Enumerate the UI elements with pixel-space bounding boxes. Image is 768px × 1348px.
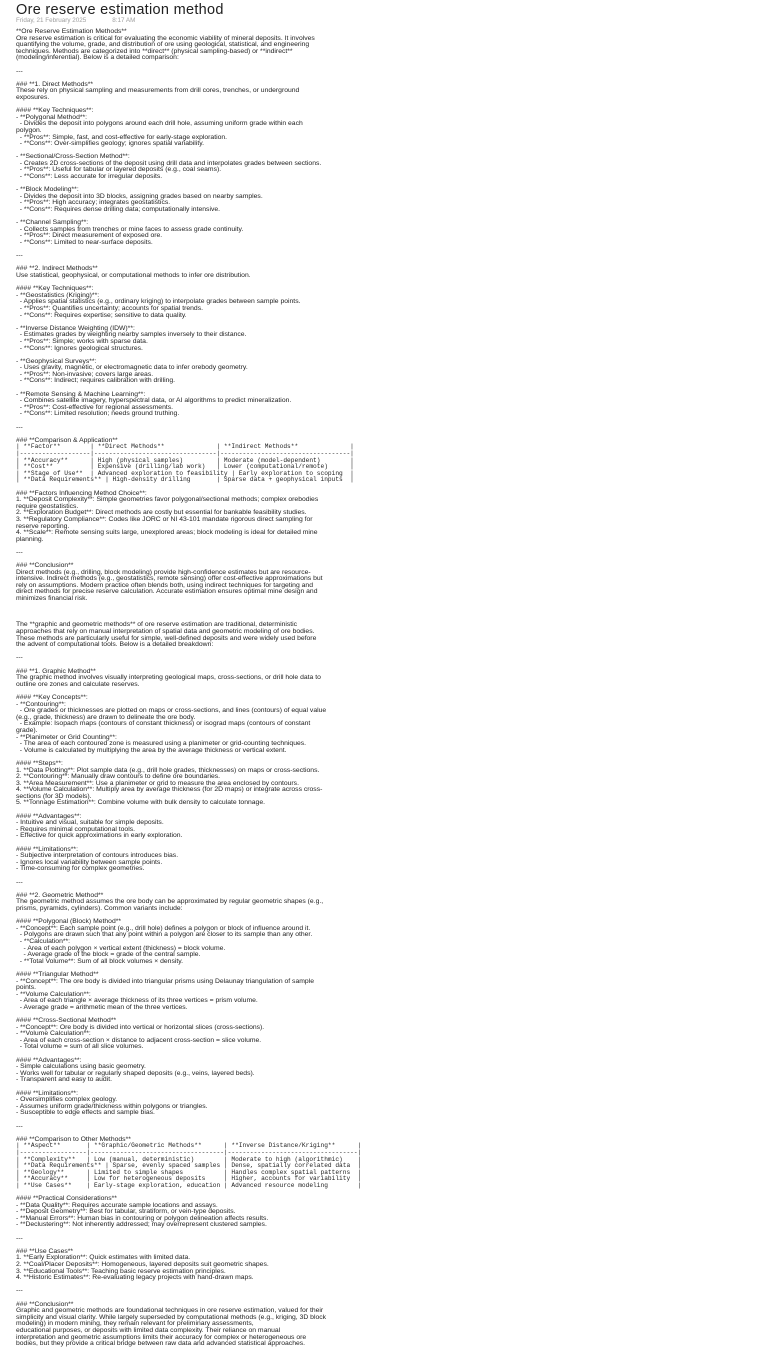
- body-line: - **Block Modeling**:: [16, 186, 79, 194]
- body-line: 2. **Contouring**: Manually draw contours to define ore boundaries.: [16, 773, 221, 781]
- body-line: [16, 247, 760, 254]
- body-line: Ore reserve estimation is critical for evaluating the economic viability of mineral deposits. It involves: [16, 34, 315, 42]
- body-line: [16, 807, 760, 814]
- body-line: modeling) in modern mining, they remain relevant for preliminary assessments,: [16, 1320, 254, 1328]
- body-line: - Area of each triangle × average thickness of its three vertices = prism volume.: [16, 997, 258, 1005]
- body-line: [16, 840, 760, 847]
- body-line: These methods are particularly useful for simple, well-defined deposits and were widely used before: [16, 634, 317, 642]
- body-line: The **graphic and geometric methods** of ore reserve estimation are traditional, deterministic: [16, 621, 298, 629]
- body-line: - Combines satellite imagery, hyperspectral data, or AI algorithms to predict mineralization.: [16, 397, 292, 405]
- body-line: reserve reporting.: [16, 522, 70, 530]
- body-line: - **Concept**: Each sample point (e.g., drill hole) defines a polygon or block of influence around it.: [16, 924, 311, 932]
- body-line: simplicity and visual clarity. While largely superseded by computational methods (e.g., kriging, 3D block: [16, 1313, 327, 1321]
- body-line: approaches that rely on manual interpretation of spatial data and geometric modeling of ore bodies.: [16, 628, 315, 636]
- body-line: ---: [16, 67, 23, 75]
- body-line: - **Pros**: High accuracy; integrates geostatistics.: [16, 199, 171, 207]
- body-line: - Collects samples from trenches or mine faces to assess grade continuity.: [16, 225, 244, 233]
- body-line: - **Geostatistics (Kriging)**:: [16, 291, 100, 299]
- body-line: - **Pros**: Cost-effective for regional assessments.: [16, 403, 174, 411]
- body-line: [16, 62, 760, 69]
- body-line: #### **Cross-Sectional Method**: [16, 1017, 117, 1025]
- body-line: | **Data Requirements** | High-density drilling | Sparse data + geophysical inputs |: [16, 476, 354, 484]
- body-line: [16, 609, 760, 616]
- body-line: #### **Advantages**:: [16, 812, 82, 820]
- body-line: intensive. Indirect methods (e.g., geostatistics, remote sensing) offer cost-effective approximations but: [16, 575, 323, 583]
- body-line: [16, 913, 760, 920]
- body-line: [16, 260, 760, 267]
- body-line: - Example: Isopach maps (contours of constant thickness) or isograd maps (contours of constant: [16, 720, 311, 728]
- body-line: ### **Comparison & Application**: [16, 436, 118, 444]
- body-line: - Effective for quick approximations in early exploration.: [16, 832, 183, 840]
- body-line: - **Concept**: The ore body is divided into triangular prisms using Delaunay triangulation of sample: [16, 977, 314, 985]
- body-line: [16, 181, 760, 188]
- body-line: These rely on physical sampling and measurements from drill cores, trenches, or underground: [16, 87, 300, 95]
- body-line: [16, 1084, 760, 1091]
- body-line: [16, 688, 760, 695]
- body-line: exposures.: [16, 93, 50, 101]
- body-line: (e.g., grade, thickness) are drawn to delineate the ore body.: [16, 713, 196, 721]
- body-line: [16, 214, 760, 221]
- body-line: 2. **Exploration Budget**: Direct methods are costly but essential for bankable feasibility studies.: [16, 509, 307, 517]
- body-line: **Ore Reserve Estimation Methods**: [16, 28, 127, 35]
- body-line: minimizes financial risk.: [16, 595, 88, 603]
- body-line: rely on assumptions. Modern practice often blends both, using indirect techniques for targeting and: [16, 581, 313, 589]
- body-line: - **Calculation**:: [16, 937, 71, 945]
- body-line: quantifying the volume, grade, and distribution of ore using geological, statistical, and engineering: [16, 41, 310, 49]
- body-line: educational purposes, or deposits with limited data complexity. Their reliance on manual: [16, 1326, 281, 1334]
- body-line: 1. **Data Plotting**: Plot sample data (e.g., drill hole grades, thicknesses) on maps or cross-sections.: [16, 766, 320, 774]
- body-line: - **Total Volume**: Sum of all block volumes × density.: [16, 957, 184, 965]
- body-line: | **Factor** | **Direct Methods** | **Indirect Methods** |: [16, 443, 354, 451]
- body-line: - The area of each contoured zone is measured using a planimeter or grid-counting techniques.: [16, 740, 307, 748]
- body-line: #### **Limitations**:: [16, 1089, 78, 1097]
- body-line: - **Planimeter or Grid Counting**:: [16, 733, 117, 741]
- body-line: [16, 1229, 760, 1236]
- body-line: - **Cons**: Requires expertise; sensitive to data quality.: [16, 311, 187, 319]
- body-line: - **Sectional/Cross-Section Method**:: [16, 153, 130, 161]
- body-line: - Divides the deposit into polygons around each drill hole, assuming uniform grade within each: [16, 120, 303, 128]
- body-line: ### **1. Direct Methods**: [16, 80, 94, 88]
- body-line: - **Data Quality**: Requires accurate sample locations and assays.: [16, 1201, 218, 1209]
- body-line: #### **Key Techniques**:: [16, 285, 94, 293]
- body-line: sections (for 3D models).: [16, 792, 92, 800]
- body-line: points.: [16, 984, 37, 992]
- body-line: | **Aspect** | **Graphic/Geometric Methods** | **Inverse Distance/Kriging** |: [16, 1142, 362, 1150]
- body-line: The graphic method involves visually interpreting geological maps, cross-sections, or drill hole data to: [16, 674, 321, 682]
- body-line: techniques. Methods are categorized into **direct** (physical sampling-based) or **indirect**: [16, 47, 293, 55]
- body-line: grade).: [16, 726, 38, 734]
- body-line: - **Deposit Geometry**: Best for tabular, stratiform, or vein-type deposits.: [16, 1208, 236, 1216]
- body-line: - Average grade of the block = grade of the central sample.: [16, 951, 201, 959]
- body-line: - Simple calculations using basic geometry.: [16, 1063, 146, 1071]
- body-line: [16, 352, 760, 359]
- body-line: - **Pros**: Non-invasive; covers large areas.: [16, 370, 154, 378]
- body-line: - Uses gravity, magnetic, or electromagnetic data to infer orebody geometry.: [16, 364, 248, 372]
- body-line: #### **Steps**:: [16, 759, 63, 767]
- body-line: - **Pros**: Direct measurement of exposed ore.: [16, 232, 163, 240]
- body-line: | **Complexity** | Low (manual, deterministic) | Moderate to high (algorithmic) |: [16, 1155, 362, 1163]
- body-line: ### **Factors Influencing Method Choice**:: [16, 489, 147, 497]
- body-line: [16, 649, 760, 656]
- body-line: | **Stage of Use** | Advanced exploration to feasibility | Early exploration to scoping |: [16, 469, 354, 477]
- body-line: - **Cons**: Less accurate for irregular deposits.: [16, 173, 163, 181]
- body-line: Use statistical, geophysical, or computational methods to infer ore distribution.: [16, 271, 251, 279]
- body-line: - **Cons**: Indirect; requires calibration with drilling.: [16, 377, 176, 385]
- body-line: - Assumes uniform grade/thickness within polygons or triangles.: [16, 1102, 208, 1110]
- body-line: - **Geophysical Surveys**:: [16, 357, 97, 365]
- body-line: - **Concept**: Ore body is divided into vertical or horizontal slices (cross-sections).: [16, 1023, 265, 1031]
- body-line: - Requires minimal computational tools.: [16, 825, 135, 833]
- body-line: [16, 280, 760, 287]
- body-line: [16, 754, 760, 761]
- body-line: [16, 886, 760, 893]
- body-line: #### **Limitations**:: [16, 845, 78, 853]
- body-line: | **Data Requirements** | Sparse, evenly spaced samples | Dense, spatially correlated data |: [16, 1162, 362, 1170]
- body-line: [16, 557, 760, 564]
- body-line: - Total volume = sum of all slice volumes.: [16, 1043, 144, 1051]
- body-line: [16, 1011, 760, 1018]
- body-line: | **Cost** | Expensive (drilling/lab work) | Lower (computational/remote) |: [16, 463, 354, 471]
- body-line: bodies, but they provide a critical bridge between raw data and advanced statistical approaches.: [16, 1340, 306, 1348]
- body-line: - Area of each polygon × vertical extent (thickness) = block volume.: [16, 944, 226, 952]
- body-line: - **Cons**: Limited to near-surface deposits.: [16, 239, 153, 246]
- body-line: direct methods for precise reserve calculation. Accurate estimation ensures optimal mine design and: [16, 588, 318, 596]
- body-line: [16, 662, 760, 669]
- body-line: |------------------|------------------------------------|-----------------------------------|: [16, 1148, 362, 1156]
- body-line: - **Polygonal Method**:: [16, 113, 88, 121]
- body-line: 4. **Historic Estimates**: Re-evaluating legacy projects with hand-drawn maps.: [16, 1274, 254, 1282]
- body-line: ---: [16, 252, 23, 260]
- body-line: - Area of each cross-section × distance to adjacent cross-section = slice volume.: [16, 1036, 262, 1044]
- body-line: #### **Key Concepts**:: [16, 693, 88, 701]
- body-line: | **Accuracy** | Low for heterogeneous deposits | Higher, accounts for variability |: [16, 1175, 362, 1183]
- body-line: - **Inverse Distance Weighting (IDW)**:: [16, 324, 135, 332]
- body-line: 1. **Early Exploration**: Quick estimates with limited data.: [16, 1254, 191, 1262]
- body-line: 5. **Tonnage Estimation**: Combine volume with bulk density to calculate tonnage.: [16, 799, 265, 807]
- body-line: ### **Conclusion**: [16, 1300, 74, 1308]
- body-line: | **Use Cases** | Early-stage exploration, education | Advanced resource modeling |: [16, 1181, 362, 1189]
- body-line: - **Contouring**:: [16, 700, 66, 708]
- body-line: - Estimates grades by weighting nearby samples inversely to their distance.: [16, 331, 247, 339]
- body-line: #### **Advantages**:: [16, 1056, 82, 1064]
- body-line: ### **1. Graphic Method**: [16, 667, 96, 675]
- body-line: | **Accuracy** | High (physical samples) | Moderate (model-dependent) |: [16, 456, 354, 464]
- body-line: 4. **Volume Calculation**: Multiply area by average thickness (for 2D maps) or integrate across cross-: [16, 786, 323, 794]
- body-line: [16, 1190, 760, 1197]
- body-line: Graphic and geometric methods are foundational techniques in ore reserve estimation, valued for their: [16, 1307, 324, 1315]
- body-line: The geometric method assumes the ore body can be approximated by regular geometric shapes (e.g.,: [16, 898, 324, 906]
- body-line: - Time-consuming for complex geometries.: [16, 865, 145, 873]
- body-line: 3. **Regulatory Compliance**: Codes like JORC or NI 43-101 mandate rigorous direct sampling for: [16, 515, 313, 523]
- body-line: ---: [16, 1234, 23, 1242]
- body-line: ---: [16, 548, 23, 556]
- note-date: Friday, 21 February 2025: [16, 17, 87, 24]
- body-line: the advent of computational tools. Below is a detailed breakdown:: [16, 641, 214, 649]
- body-line: [16, 1117, 760, 1124]
- body-line: ### **2. Indirect Methods**: [16, 265, 98, 273]
- body-line: |-------------------|---------------------------------|-----------------------------------|: [16, 450, 354, 457]
- body-line: ---: [16, 423, 23, 431]
- body-line: #### **Key Techniques**:: [16, 107, 94, 115]
- body-line: ### **Comparison to Other Methods**: [16, 1135, 131, 1143]
- body-line: - Divides the deposit into 3D blocks, assigning grades based on nearby samples.: [16, 192, 263, 200]
- body-line: planning.: [16, 535, 44, 543]
- body-line: - **Channel Sampling**:: [16, 219, 89, 227]
- body-line: ---: [16, 1287, 23, 1295]
- note-meta: [16, 17, 135, 25]
- body-line: - **Pros**: Simple, fast, and cost-effective for early-stage exploration.: [16, 133, 228, 141]
- body-line: - **Pros**: Simple; works with sparse data.: [16, 337, 148, 345]
- body-line: - Creates 2D cross-sections of the deposit using drill data and interpolates grades between sections.: [16, 159, 322, 167]
- body-line: [16, 543, 760, 550]
- body-line: - Susceptible to edge effects and sample bias.: [16, 1109, 155, 1117]
- body-line: #### **Polygonal (Block) Method**: [16, 918, 122, 926]
- body-line: - Oversimplifies complex geology.: [16, 1096, 118, 1104]
- body-line: #### **Triangular Method**: [16, 970, 99, 978]
- body-line: [16, 1282, 760, 1289]
- body-line: 1. **Deposit Complexity**: Simple geometries favor polygonal/sectional methods; complex orebodies: [16, 496, 319, 504]
- body-line: - **Volume Calculation**:: [16, 1030, 91, 1038]
- body-line: #### **Practical Considerations**: [16, 1195, 117, 1203]
- body-line: interpretation and geometric assumptions limits their accuracy for complex or heterogeneous ore: [16, 1333, 307, 1341]
- body-line: - **Cons**: Requires dense drilling data; computationally intensive.: [16, 206, 221, 214]
- body-line: (modeling/inferential). Below is a detailed comparison:: [16, 54, 179, 62]
- body-line: - Ore grades or thicknesses are plotted on maps or cross-sections, and lines (contours) of equal value: [16, 707, 327, 715]
- body-line: [16, 418, 760, 425]
- body-line: [16, 102, 760, 109]
- body-line: - **Remote Sensing & Machine Learning**:: [16, 390, 146, 398]
- body-line: [16, 431, 760, 438]
- body-line: 4. **Scale**: Remote sensing suits large, unexplored areas; block modeling is ideal for detailed mine: [16, 529, 318, 537]
- body-line: [16, 75, 760, 82]
- body-line: Direct methods (e.g., drilling, block modeling) provide high-confidence estimates but are resource-: [16, 568, 311, 576]
- body-line: - Average grade = arithmetic mean of the three vertices.: [16, 1003, 188, 1011]
- body-line: - Ignores local variability between sample points.: [16, 858, 163, 866]
- body-line: outline ore zones and calculate reserves.: [16, 680, 140, 688]
- body-line: ### **2. Geometric Method**: [16, 891, 104, 899]
- body-line: - **Cons**: Limited resolution; needs ground truthing.: [16, 410, 180, 418]
- body-line: [16, 965, 760, 972]
- body-line: - Subjective interpretation of contours introduces bias.: [16, 852, 179, 860]
- body-line: 3. **Area Measurement**: Use a planimeter or grid to measure the area enclosed by contours.: [16, 779, 299, 787]
- body-line: - Applies spatial statistics (e.g., ordinary kriging) to interpolate grades between sample points.: [16, 298, 301, 306]
- body-line: ### **Use Cases**: [16, 1247, 74, 1255]
- body-line: - Volume is calculated by multiplying the area by the average thickness or vertical extent.: [16, 746, 287, 754]
- body-line: - **Pros**: Useful for tabular or layered deposits (e.g., coal seams).: [16, 166, 222, 174]
- body-line: require geostatistics.: [16, 502, 79, 510]
- body-line: - Polygons are drawn such that any point within a polygon are closer to its sample than any other.: [16, 931, 313, 939]
- body-line: [16, 1242, 760, 1249]
- body-line: 2. **Coal/Placer Deposits**: Homogeneous, layered deposits suit geometric shapes.: [16, 1261, 269, 1269]
- body-line: ### **Conclusion**: [16, 562, 74, 570]
- note-time: 8:17 AM: [112, 17, 136, 24]
- body-line: - **Cons**: Over-simplifies geology; ignores spatial variability.: [16, 140, 204, 148]
- body-line: - **Manual Errors**: Human bias in contouring or polygon delineation affects results.: [16, 1214, 269, 1222]
- body-line: 3. **Educational Tools**: Teaching basic reserve estimation principles.: [16, 1267, 226, 1275]
- body-line: - Works well for tabular or regularly shaped deposits (e.g., veins, layered beds).: [16, 1069, 255, 1077]
- body-line: ---: [16, 654, 23, 662]
- body-line: - Transparent and easy to audit.: [16, 1076, 112, 1084]
- body-line: - **Cons**: Ignores geological structures.: [16, 344, 143, 352]
- body-line: [16, 603, 760, 610]
- body-line: - **Pros**: Quantifies uncertainty; accounts for spatial trends.: [16, 304, 204, 312]
- body-line: ---: [16, 1122, 23, 1130]
- body-line: - **Volume Calculation**:: [16, 990, 91, 998]
- body-line: [16, 873, 760, 880]
- body-line: polygon.: [16, 126, 42, 134]
- body-line: - **Declustering**: Not inherently addressed; may overrepresent clustered samples.: [16, 1221, 267, 1229]
- note-body[interactable]: [16, 29, 760, 1348]
- body-line: - Intuitive and visual, suitable for simple deposits.: [16, 819, 164, 827]
- body-line: [16, 1295, 760, 1302]
- body-line: | **Geology** | Limited to simple shapes | Handles complex spatial patterns |: [16, 1168, 362, 1176]
- body-line: ---: [16, 878, 23, 886]
- body-line: [16, 1051, 760, 1058]
- body-line: prisms, pyramids, cylinders). Common variants include:: [16, 904, 183, 912]
- page-title: Ore reserve estimation method: [16, 2, 224, 18]
